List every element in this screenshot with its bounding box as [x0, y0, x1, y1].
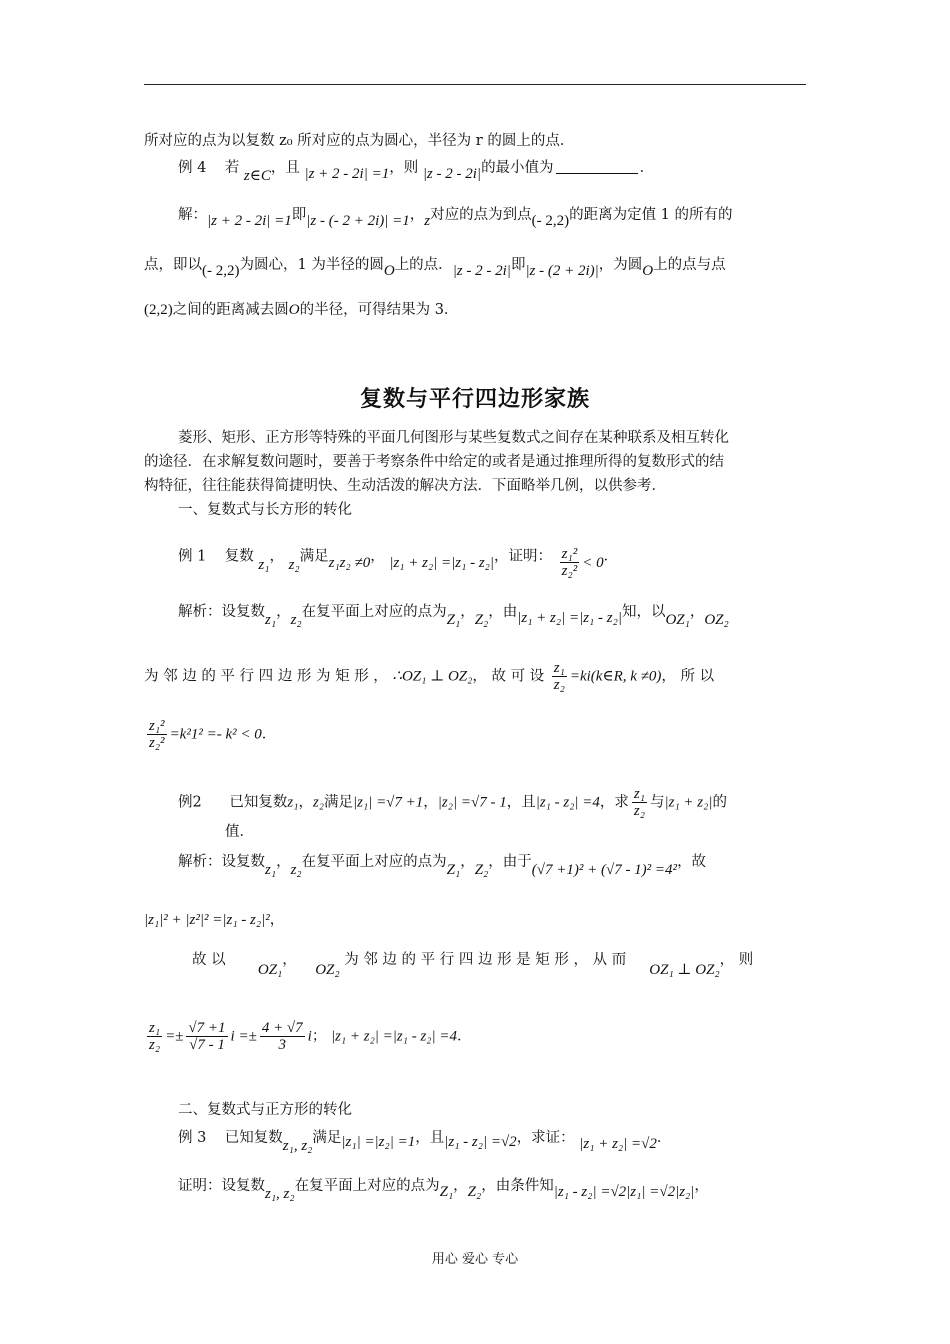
fraction-denominator: z₂² — [561, 563, 578, 579]
example4-period: ． — [639, 160, 655, 176]
analysis2-text: 故 以 — [192, 952, 226, 968]
paragraph-line2 — [144, 452, 724, 472]
example4-line — [178, 158, 655, 184]
example3-line — [178, 1128, 672, 1154]
example2-var: z₂ — [312, 794, 325, 811]
example4-cond: z∈C — [243, 168, 271, 184]
proof3-eq: |z₁ - z₂| =√2|z₁| =√2|z₂| — [553, 1184, 695, 1200]
proof3-text: ，由条件知 — [481, 1178, 554, 1194]
solution4-text: 解： — [178, 207, 207, 223]
solution4-point: (- 2,2) — [202, 263, 240, 279]
analysis2-eq: |z₁|² + |z²|² =|z₁ - z₂|² — [144, 912, 270, 928]
solution4-var: O — [383, 263, 395, 279]
paragraph-line3 — [144, 476, 666, 496]
heading-rectangle — [178, 500, 352, 520]
fraction-numerator: z₁ — [633, 786, 645, 802]
example3-text: ，求证： — [516, 1130, 575, 1146]
analysis1-text: 在复平面上对应的点为 — [301, 604, 447, 620]
example2-var: z₁ — [287, 794, 299, 811]
analysis2-fraction — [186, 1020, 227, 1053]
analysis1-text: 解析：设复数 — [178, 604, 265, 620]
analysis2-point: Z₁ — [446, 862, 461, 878]
example2-eq: |z₂| =√7 - 1 — [437, 794, 507, 811]
analysis2-eq: OZ₁ ⊥ OZ₂ — [649, 962, 720, 978]
fraction-numerator: z₁ — [553, 660, 565, 676]
analysis1-period: ． — [261, 726, 277, 743]
example1-line — [178, 540, 619, 579]
solution4-line2 — [144, 255, 726, 279]
example2-text: 已知复数 — [229, 794, 288, 811]
intro-tail-line — [144, 131, 574, 151]
analysis2-line2 — [144, 910, 284, 930]
solution4-text: 的半径，可得结果为 3． — [299, 302, 459, 318]
example4-label: 例 4 — [178, 160, 207, 176]
solution4-text: 对应的点为到点 — [430, 207, 532, 223]
example3-text: 满足 — [312, 1130, 342, 1146]
example1-text: 满足 — [299, 548, 329, 565]
example3-label: 例 3 — [178, 1130, 207, 1146]
example4-eq: |z + 2 - 2i| =1 — [304, 166, 390, 182]
solution4-text: 即 — [510, 257, 526, 273]
paragraph-line1 — [178, 428, 729, 448]
example2-text: 与 — [649, 794, 665, 811]
solution4-text: 之间的距离减去圆 — [172, 302, 289, 318]
solution4-text: 即 — [291, 207, 307, 223]
analysis1-point: Z₂ — [474, 612, 489, 628]
analysis1-var: z₁ — [265, 612, 277, 628]
example2-label: 例2 — [178, 794, 202, 811]
fraction-denominator: 3 — [278, 1037, 286, 1053]
solution4-text: 点，即以 — [144, 257, 202, 273]
analysis2-text: ， 则 — [719, 952, 754, 968]
example2-eq: |z₁| =√7 +1 — [353, 794, 424, 811]
example3-eq: |z₁| =|z₂| =1 — [341, 1134, 416, 1150]
analysis2-line3 — [192, 950, 754, 978]
example3-eq: |z₁ - z₂| =√2 — [444, 1134, 517, 1150]
example4-text: ，且 — [270, 160, 300, 176]
analysis2-text: ； — [311, 1028, 327, 1045]
analysis2-var: z₁ — [265, 862, 277, 878]
example1-period: ． — [603, 548, 619, 565]
example1-label: 例 1 — [178, 548, 207, 565]
solution4-eq: |z + 2 - 2i| =1 — [207, 213, 292, 229]
example1-var: z₁ — [258, 556, 270, 573]
example1-sep: ， — [370, 548, 385, 565]
solution4-var: O — [288, 302, 300, 318]
paragraph-text: 菱形、矩形、正方形等特殊的平面几何图形与某些复数式之间存在某种联系及相互转化 — [178, 430, 729, 446]
analysis2-text: ，故 — [677, 854, 707, 870]
analysis2-fraction — [147, 1020, 162, 1053]
example2-text: ， — [298, 794, 313, 811]
example2-eq: |z₁ - z₂| =4 — [535, 794, 600, 811]
example3-text: ，且 — [415, 1130, 445, 1146]
example2-line1: 例2 已知复数z₁，z₂满足|z₁| =√7 +1，|z₂| =√7 - 1，且|z₁ - z₂| =4，求 $\frac{\text{z₁}}{\text{z₂}}$ 与|z₁ + z₂|的 — [178, 786, 727, 819]
solution4-eq: |z - (- 2 + 2i)| =1 — [306, 213, 410, 229]
example3-eq: |z₁ + z₂| =√2 — [579, 1136, 657, 1152]
example1-sep: ， — [269, 548, 284, 565]
example2-text: ，且 — [506, 794, 536, 811]
solution4-text: 的距离为定值 1 的所有的 — [569, 207, 733, 223]
example3-period: ． — [656, 1130, 672, 1146]
solution4-point: (2,2) — [144, 302, 173, 318]
example4-text: ，则 — [389, 160, 419, 176]
analysis1-text: ， 所 以 — [661, 668, 715, 685]
example1-text: 复数 — [224, 548, 254, 565]
example1-text: ，证明： — [494, 548, 553, 565]
analysis2-eq: |z₁ + z₂| =|z₁ - z₂| =4 — [330, 1028, 458, 1045]
section-title: 复数与平行四边形家族 — [359, 387, 590, 412]
fraction-denominator: z₂ — [633, 803, 645, 819]
solution4-var: O — [642, 263, 654, 279]
solution4-text: ，为圆 — [598, 257, 643, 273]
analysis2-line4 — [144, 1020, 472, 1053]
fraction-numerator: z₁² — [149, 718, 165, 734]
example2-fraction — [632, 786, 647, 819]
intro-tail-text: 所对应的点为以复数 z₀ 所对应的点为圆心，半径为 r 的圆上的点． — [144, 133, 575, 149]
fraction-denominator: z₂ — [149, 1037, 161, 1053]
example3-var: z₁, z₂ — [282, 1138, 313, 1154]
fraction-denominator: z₂ — [553, 677, 565, 693]
analysis1-line1: 解析：设复数z₁，z₂在复平面上对应的点为Z₁，Z₂，由|z₁ + z₂| =|z₁ - z₂|知，以OZ₁，OZ₂ — [178, 604, 729, 628]
analysis1-var: z₂ — [290, 612, 302, 628]
heading1-text: 一、复数式与长方形的转化 — [178, 502, 352, 518]
analysis1-eq: |z₁ + z₂| =|z₁ - z₂| — [517, 610, 622, 626]
fraction-numerator: z₁² — [561, 546, 578, 562]
analysis1-line3 — [144, 718, 276, 751]
analysis2-vector: OZ₁ — [257, 962, 283, 978]
example3-text: 已知复数 — [224, 1130, 283, 1146]
fraction-numerator: 4 + √7 — [261, 1020, 303, 1036]
analysis1-eq: ∴OZ₁ ⊥ OZ₂ — [392, 668, 473, 685]
analysis2-fraction — [260, 1020, 305, 1053]
page-footer: 用心 爱心 专心 — [431, 1252, 519, 1267]
analysis1-text: ，由 — [488, 604, 518, 620]
example4-eq: |z - 2 - 2i| — [422, 166, 482, 182]
analysis1-fraction — [147, 718, 167, 751]
analysis2-vector: OZ₂ — [315, 962, 340, 978]
example2-eq: |z₁ + z₂| — [664, 794, 713, 811]
answer-blank — [556, 159, 638, 174]
solution4-text: ， — [409, 207, 425, 223]
heading-square — [178, 1100, 352, 1120]
solution4-point: (- 2,2) — [531, 213, 570, 229]
solution4-text: 上的点． — [394, 257, 453, 273]
paragraph-text: 的途径．在求解复数问题时，要善于考察条件中给定的或者是通过推理所得的复数形式的结 — [144, 454, 724, 470]
example1-fraction — [560, 546, 580, 579]
example2-line2 — [225, 822, 254, 842]
example4-text: 若 — [224, 160, 240, 176]
analysis2-var: z₂ — [290, 862, 302, 878]
analysis1-eq: =k²1² =- k² < 0 — [169, 726, 262, 743]
analysis2-text: 解析：设复数 — [178, 854, 265, 870]
analysis2-eq: i — [307, 1028, 312, 1045]
paragraph-text: 构特征，往往能获得简捷明快、生动活泼的解决方法．下面略举几例，以供参考． — [144, 478, 666, 494]
example2-text: 满足 — [324, 794, 354, 811]
example1-var: z₂ — [288, 556, 300, 573]
proof3-line: 证明：设复数z₁, z₂在复平面上对应的点为Z₁，Z₂，由条件知|z₁ - z₂| =√2|z₁| =√2|z₂|， — [178, 1178, 709, 1202]
analysis1-vector: OZ₂ — [704, 612, 729, 628]
analysis2-text: ，由于 — [488, 854, 532, 870]
example1-eq: |z₁ + z₂| =|z₁ - z₂| — [389, 554, 495, 571]
example4-text: 的最小值为 — [481, 160, 554, 176]
analysis1-vector: OZ₁ — [665, 612, 690, 628]
analysis1-eq: =ki(k∈R, k ≠0) — [569, 668, 662, 685]
fraction-denominator: √7 - 1 — [189, 1037, 225, 1053]
analysis2-eq: =± — [165, 1028, 184, 1045]
example1-eq: z₁z₂ ≠0 — [328, 554, 371, 571]
analysis1-point: Z₁ — [446, 612, 461, 628]
analysis2-eq: (√7 +1)² + (√7 - 1)² =4² — [531, 862, 678, 878]
proof3-text: 在复平面上对应的点为 — [294, 1178, 440, 1194]
analysis2-period: ． — [457, 1028, 472, 1045]
solution4-eq: |z - 2 - 2i| — [452, 263, 511, 279]
analysis2-point: Z₂ — [474, 862, 489, 878]
analysis1-fraction — [552, 660, 567, 693]
analysis2-text: ， — [269, 912, 285, 928]
proof3-point: Z₂ — [467, 1184, 482, 1200]
solution4-var: z — [424, 213, 431, 229]
fraction-denominator: z₂² — [149, 735, 165, 751]
solution4-text: 上的点与点 — [653, 257, 726, 273]
analysis1-text: 知，以 — [621, 604, 666, 620]
example2-text: 值． — [225, 824, 254, 840]
proof3-var: z₁, z₂ — [265, 1186, 295, 1202]
example2-text: ，求 — [599, 794, 629, 811]
example2-text: 的 — [712, 794, 727, 811]
analysis2-text: ， — [282, 952, 297, 968]
analysis1-line2 — [144, 660, 714, 693]
heading2-text: 二、复数式与正方形的转化 — [178, 1102, 352, 1118]
fraction-numerator: z₁ — [149, 1020, 161, 1036]
analysis2-text: 为 邻 边 的 平 行 四 边 形 是 矩 形 ， 从 而 — [344, 952, 627, 968]
analysis1-text: 为 邻 边 的 平 行 四 边 形 为 矩 形 ， — [144, 668, 388, 685]
proof3-text: 证明：设复数 — [178, 1178, 265, 1194]
analysis1-text: ， 故 可 设 — [472, 668, 545, 685]
analysis2-text: 在复平面上对应的点为 — [301, 854, 447, 870]
solution4-text: 为圆心，1 为半径的圆 — [239, 257, 384, 273]
fraction-numerator: √7 +1 — [188, 1020, 226, 1036]
header-rule — [144, 84, 806, 85]
solution4-eq: |z - (2 + 2i)| — [525, 263, 599, 279]
analysis2-eq: i =± — [230, 1028, 257, 1045]
analysis2-line1: 解析：设复数z₁，z₂在复平面上对应的点为Z₁，Z₂，由于(√7 +1)² + (√7 - 1)² =4²，故 — [178, 854, 707, 878]
solution4-line3 — [144, 300, 458, 320]
proof3-text: ， — [694, 1178, 709, 1194]
proof3-point: Z₁ — [439, 1184, 454, 1200]
solution4-line1 — [178, 205, 733, 229]
example1-ineq: < 0 — [582, 554, 604, 571]
